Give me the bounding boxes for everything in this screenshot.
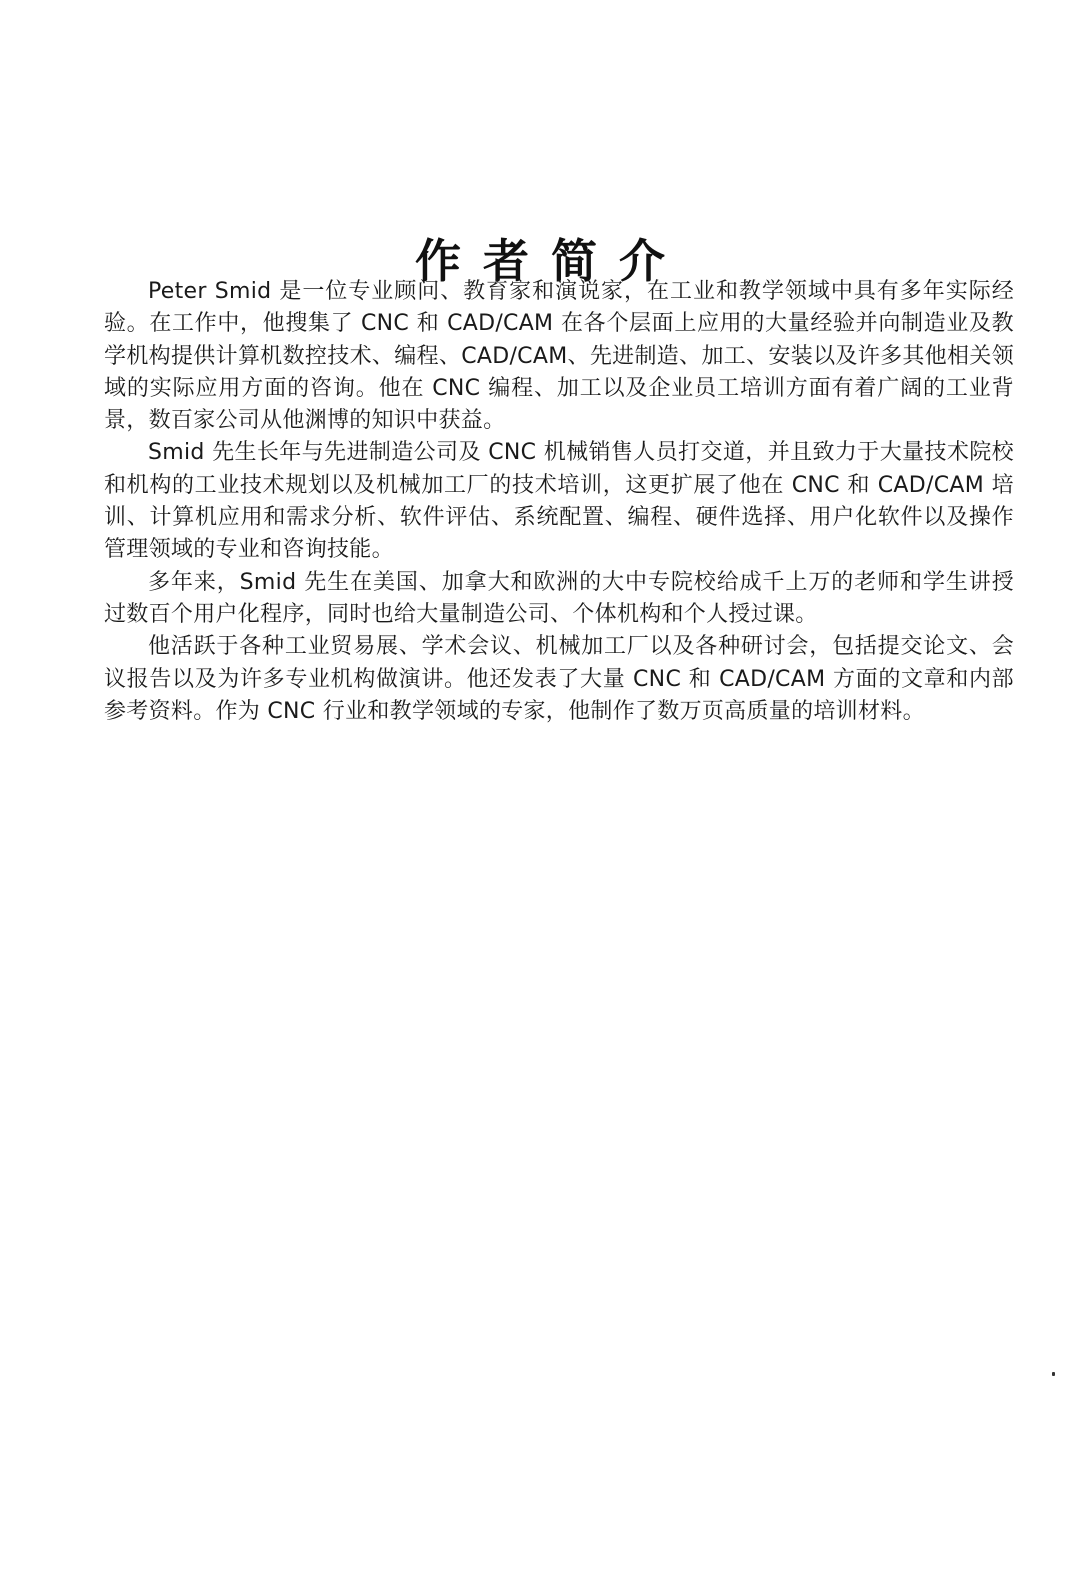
page-title: 作者简介 [415, 233, 687, 288]
paragraph-career: Smid 先生长年与先进制造公司及 CNC 机械销售人员打交道，并且致力于大量技术院校和机构的工业技术规划以及机械加工厂的技术培训，这更扩展了他在 CNC 和 CAD/CAM 培训、计算机应用和需求分析、软件评估、系统配置、编程、硬件选择、用户化软件以及操作管理领域的专业和咨询技能。 [104, 440, 1014, 563]
body-text [104, 276, 1014, 728]
paragraph-activities: 他活跃于各种工业贸易展、学术会议、机械加工厂以及各种研讨会，包括提交论文、会议报告以及为许多专业机构做演讲。他还发表了大量 CNC 和 CAD/CAM 方面的文章和内部参考资料。作为 CNC 行业和教学领域的专家，他制作了数万页高质量的培训材料。 [104, 634, 1014, 724]
paragraph-teaching: 多年来，Smid 先生在美国、加拿大和欧洲的大中专院校给成千上万的老师和学生讲授过数百个用户化程序，同时也给大量制造公司、个体机构和个人授过课。 [104, 569, 1014, 627]
scan-speck [1052, 1372, 1055, 1376]
paragraph-intro: Peter Smid 是一位专业顾问、教育家和演说家，在工业和教学领域中具有多年实际经验。在工作中，他搜集了 CNC 和 CAD/CAM 在各个层面上应用的大量经验并向制造业及教学机构提供计算机数控技术、编程、CAD/CAM、先进制造、加工、安装以及许多其他相关领域的实际应用方面的咨询。他在 CNC 编程、加工以及企业员工培训方面有着广阔的工业背景，数百家公司从他渊博的知识中获益。 [104, 279, 1014, 434]
